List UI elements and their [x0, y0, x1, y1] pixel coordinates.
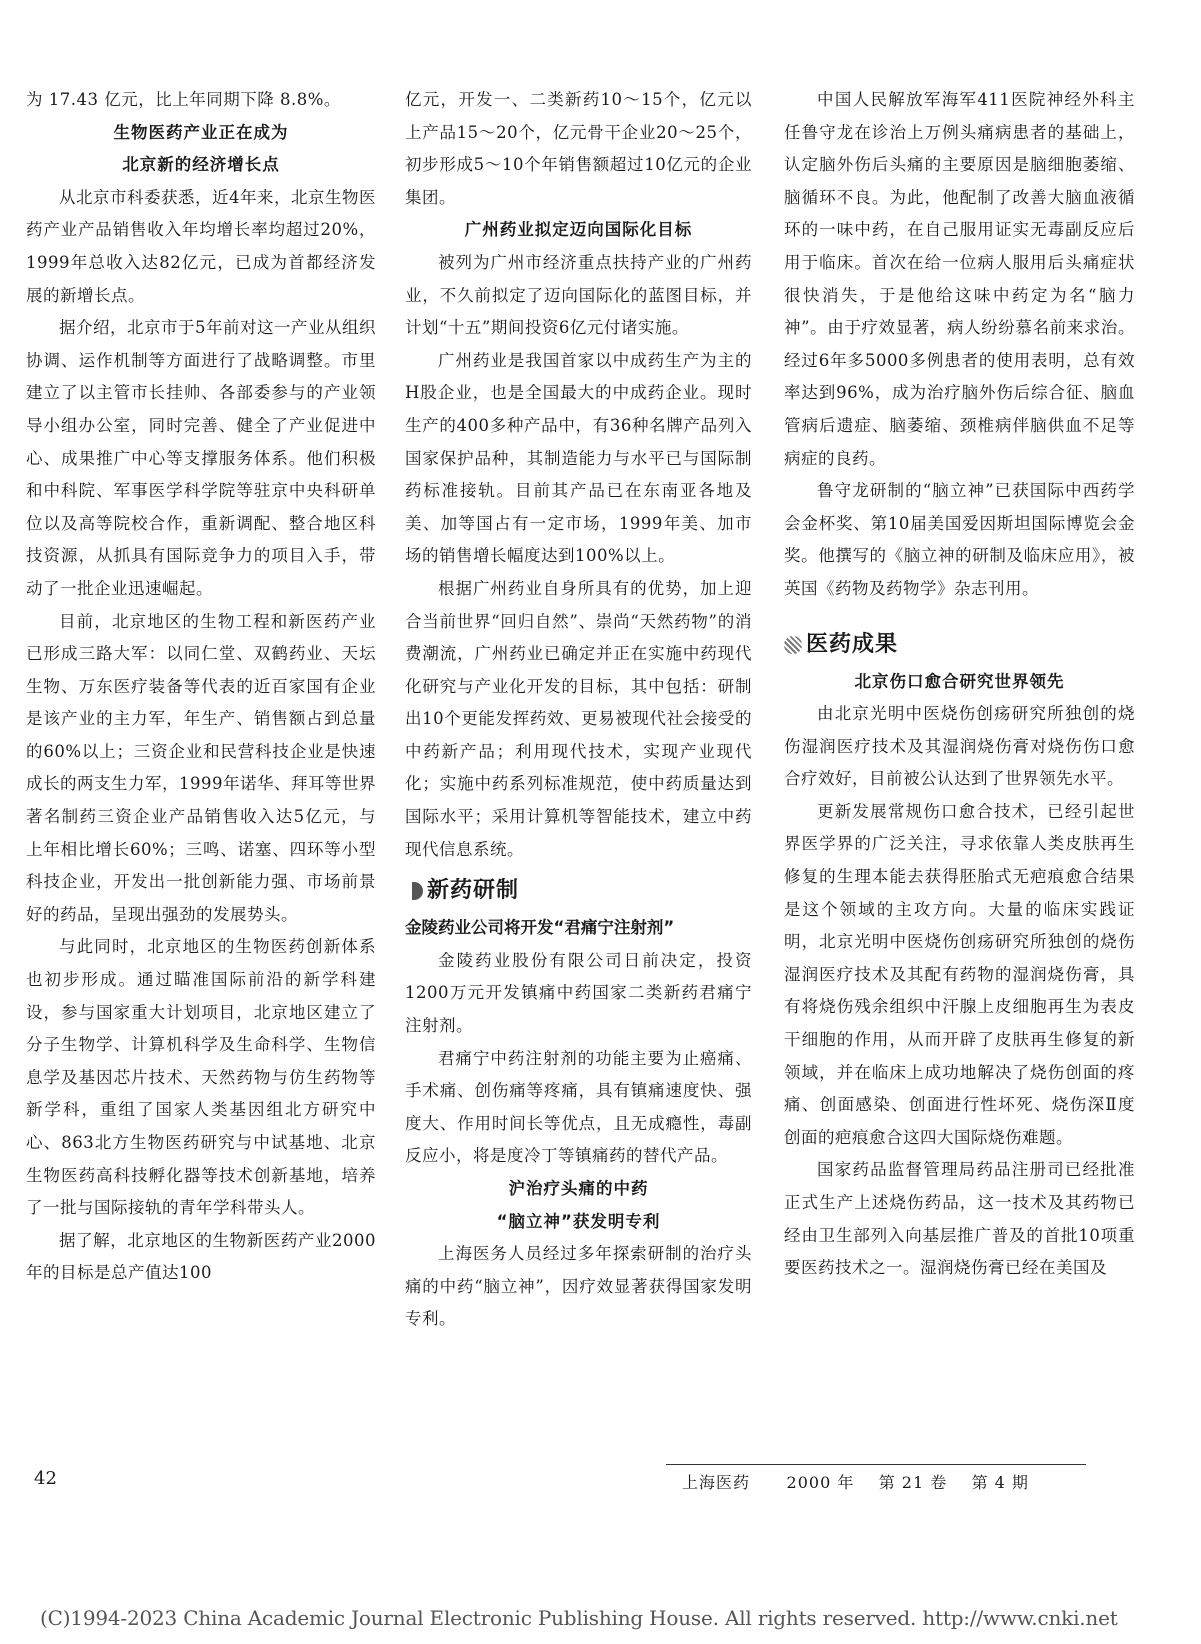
- paragraph: 被列为广州市经济重点扶持产业的广州药业，不久前拟定了迈向国际化的蓝图目标，并计划“十五”期间投资6亿元付诸实施。: [405, 252, 752, 338]
- paragraph: 国家药品监督管理局药品注册司已经批准正式生产上述烧伤药品，这一技术及其药物已经由卫生部列入向基层推广普及的首批10项重要医药技术之一。湿润烧伤膏已经在美国及: [784, 1160, 1135, 1278]
- journal-info: [682, 1470, 1029, 1493]
- article-heading-beijing-line-1: 生物医药产业正在成为: [113, 122, 289, 142]
- article-heading-naolishen-line-2: “脑立神”获发明专利: [496, 1211, 661, 1231]
- paragraph: 目前，北京地区的生物工程和新医药产业已形成三路大军：以同仁堂、双鹤药业、天坛生物、万东医疗装备等代表的近百家国有企业是该产业的主力军，年生产、销售额占到总量的60%以上；三资企业和民营科技企业是快速成长的两支生力军，1999年诺华、拜耳等世界著名制药三资企业产品销售收入达5亿元，与上年相比增长60%；三鸣、诺塞、四环等小型科技企业，开发出一批创新能力强、市场前景好的药品，呈现出强劲的发展势头。: [26, 611, 376, 924]
- journal-year: 2000 年: [786, 1473, 855, 1492]
- article-heading-naolishen-line-1: 沪治疗头痛的中药: [508, 1179, 649, 1198]
- paragraph: 鲁守龙研制的“脑立神”已获国际中西药学会金杯奖、第10届美国爱因斯坦国际博览会金奖。他撰写的《脑立神的研制及临床应用》，被英国《药物及药物学》杂志刊用。: [784, 481, 1135, 598]
- paragraph: 据了解，北京地区的生物新医药产业2000年的目标是总产值达100: [26, 1230, 376, 1283]
- paragraph: 由北京光明中医烧伤创疡研究所独创的烧伤湿润医疗技术及其湿润烧伤膏对烧伤伤口愈合疗效好，目前被公认达到了世界领先水平。: [784, 704, 1135, 789]
- section-title-text: 医药成果: [806, 631, 899, 657]
- page-footer: [26, 1464, 1136, 1504]
- section-title-text: 新药研制: [427, 878, 520, 904]
- article-heading-burn-healing: 北京伤口愈合研究世界领先: [854, 671, 1065, 691]
- paragraph: 根据广州药业自身所具有的优势，加上迎合当前世界“回归自然”、崇尚“天然药物”的消费潮流，广州药业已确定并正在实施中药现代化研究与产业化开发的目标，其中包括：研制出10个更能发挥药效、更易被现代社会接受的中药新产品；利用现代技术，实现产业现代化；实施中药系列标准规范，使中药质量达到国际水平；采用计算机等智能技术，建立中药现代信息系统。: [405, 578, 752, 859]
- journal-volume: 第 21 卷: [878, 1473, 948, 1492]
- paragraph: 金陵药业股份有限公司日前决定，投资1200万元开发镇痛中药国家二类新药君痛宁注射剂。: [405, 950, 752, 1036]
- paragraph: 从北京市科委获悉，近4年来，北京生物医药产业产品销售收入年均增长率均超过20%，1999年总收入达82亿元，已成为首都经济发展的新增长点。: [26, 187, 376, 305]
- journal-name: 上海医药: [682, 1473, 751, 1492]
- copyright-notice: (C)1994-2023 China Academic Journal Electronic Publishing House. All rights reserved. http://www.cnki.net: [40, 1606, 1118, 1630]
- section-title-medical-achievements: [784, 628, 1135, 662]
- footer-rule: [666, 1464, 1086, 1465]
- section-title-new-drugs: [405, 874, 752, 908]
- paragraph: 中国人民解放军海军411医院神经外科主任鲁守龙在诊治上万例头痛病患者的基础上，认定脑外伤后头痛的主要原因是脑细胞萎缩、脑循环不良。为此，他配制了改善大脑血液循环的一味中药，在自己服用证实无毒副反应后用于临床。首次在给一位病人服用后头痛症状很快消失，于是他给这味中药定为名“脑力神”。由于疗效显著，病人纷纷慕名前来求治。经过6年多5000多例患者的使用表明，总有效率达到96%，成为治疗脑外伤后综合征、脑血管病后遗症、脑萎缩、颈椎病伴脑供血不足等病症的良药。: [784, 90, 1135, 468]
- article-heading-beijing-line-2: 北京新的经济增长点: [122, 155, 280, 175]
- article-column-2: [405, 84, 752, 1336]
- paragraph: 上海医务人员经过多年探索研制的治疗头痛的中药“脑立神”，因疗效显著获得国家发明专利。: [405, 1244, 752, 1329]
- article-column-1: [26, 84, 376, 1290]
- article-heading-jinling: 金陵药业公司将开发“君痛宁注射剂”: [405, 918, 675, 938]
- article-heading-guangzhou: 广州药业拟定迈向国际化目标: [464, 220, 693, 240]
- journal-issue: 第 4 期: [971, 1473, 1029, 1492]
- paragraph: 与此同时，北京地区的生物医药创新体系也初步形成。通过瞄准国际前沿的新学科建设，参与国家重大计划项目，北京地区建立了分子生物学、计算机科学及生命科学、生物信息学及基因芯片技术、天然药物与仿生药物等新学科，重组了国家人类基因组北方研究中心、863北方生物医药研究与中试基地、北京生物医药高科技孵化器等技术创新基地，培养了一批与国际接轨的青年学科带头人。: [26, 937, 376, 1218]
- section-marker-icon: [405, 882, 423, 900]
- paragraph: 为 17.43 亿元，比上年同期下降 8.8%。: [26, 90, 341, 109]
- paragraph: 君痛宁中药注射剂的功能主要为止癌痛、手术痛、创伤痛等疼痛，具有镇痛速度快、强度大、作用时间长等优点，且无成瘾性，毒副反应小，将是度冷丁等镇痛药的替代产品。: [405, 1048, 752, 1166]
- page-number: 42: [34, 1468, 57, 1489]
- paragraph: 亿元，开发一、二类新药10～15个，亿元以上产品15～20个，亿元骨干企业20～25个，初步形成5～10个年销售额超过10亿元的企业集团。: [405, 90, 752, 207]
- article-column-3: [784, 84, 1135, 1285]
- paragraph: 更新发展常规伤口愈合技术，已经引起世界医学界的广泛关注，寻求依靠人类皮肤再生修复的生理本能去获得胚胎式无疤痕愈合结果是这个领域的主攻方向。大量的临床实践证明，北京光明中医烧伤创疡研究所独创的烧伤湿润医疗技术及其配有药物的湿润烧伤膏，具有将烧伤残余组织中汗腺上皮细胞再生为表皮干细胞的作用，从而开辟了皮肤再生修复的新领域，并在临床上成功地解决了烧伤创面的疼痛、创面感染、创面进行性坏死、烧伤深Ⅱ度创面的疤痕愈合这四大国际烧伤难题。: [784, 801, 1135, 1147]
- paragraph: 据介绍，北京市于5年前对这一产业从组织协调、运作机制等方面进行了战略调整。市里建立了以主管市长挂帅、各部委参与的产业领导小组办公室，同时完善、健全了产业促进中心、成果推广中心等支撑服务体系。他们积极和中科院、军事医学科学院等驻京中央科研单位以及高等院校合作，重新调配、整合地区科技资源，从抓具有国际竞争力的项目入手，带动了一批企业迅速崛起。: [26, 318, 376, 598]
- section-marker-icon: [784, 636, 802, 654]
- paragraph: 广州药业是我国首家以中成药生产为主的H股企业，也是全国最大的中成药企业。现时生产的400多种产品中，有36种名牌产品列入国家保护品种，其制造能力与水平已与国际制药标准接轨。目前其产品已在东南亚各地及美、加等国占有一定市场，1999年美、加市场的销售增长幅度达到100%以上。: [405, 350, 752, 566]
